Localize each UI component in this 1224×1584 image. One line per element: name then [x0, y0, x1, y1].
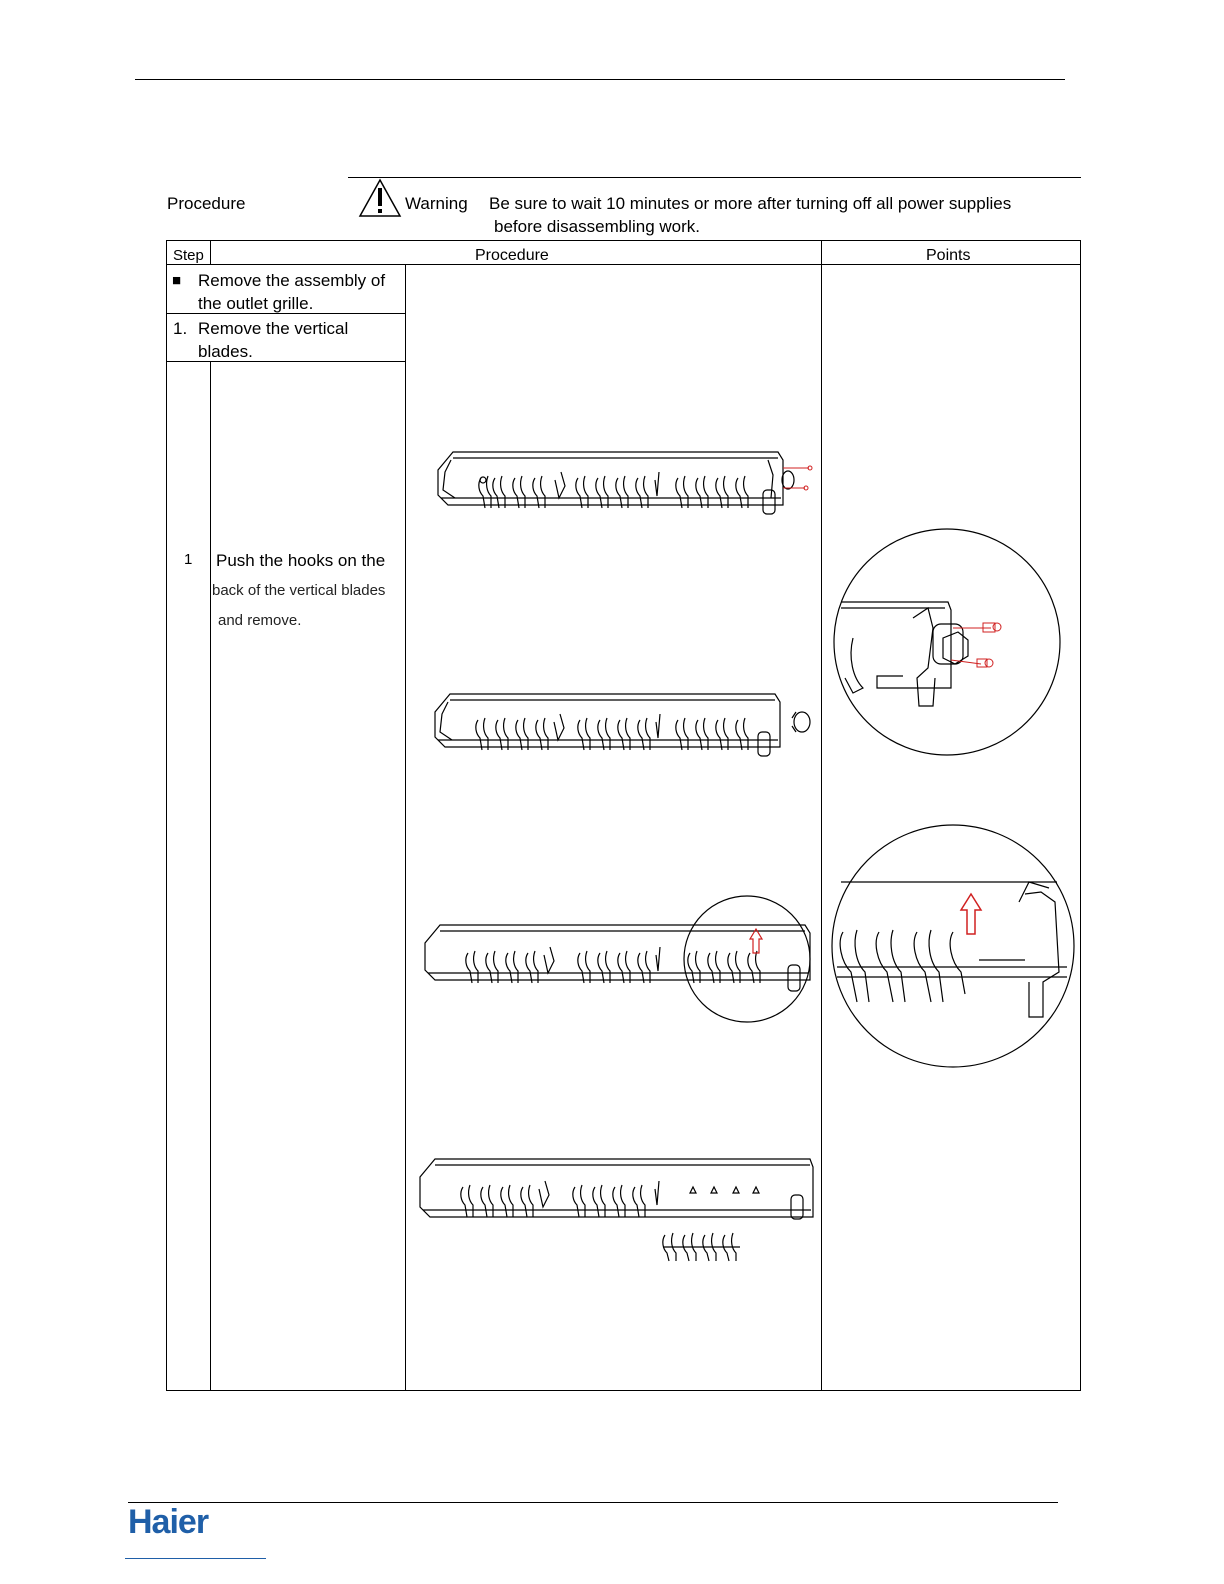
- section-title-line2: the outlet grille.: [198, 294, 314, 313]
- table-left: [166, 240, 167, 1391]
- haier-logo: Haier: [128, 1503, 209, 1541]
- footer-rule: [128, 1502, 1058, 1503]
- section-bullet-icon: ■: [172, 272, 182, 289]
- warning-label: Warning: [405, 194, 468, 213]
- col-divider-procedure: [405, 264, 406, 1391]
- col-divider-step: [210, 240, 211, 265]
- sub-title-line2: blades.: [198, 342, 253, 361]
- step-text-line2: back of the vertical blades: [212, 582, 386, 599]
- warning-triangle-icon: [358, 178, 402, 218]
- grille-diagram-3: [420, 895, 820, 1025]
- table-bottom: [166, 1390, 1081, 1391]
- sub-title-line1: Remove the vertical: [198, 319, 349, 338]
- col-divider-points: [821, 240, 822, 1391]
- top-rule: [135, 79, 1065, 80]
- step-text-line3: and remove.: [218, 612, 302, 629]
- warning-rule: [348, 177, 1081, 178]
- table-top: [166, 240, 1081, 241]
- sub-number: 1.: [173, 319, 188, 338]
- step-number: 1: [184, 551, 193, 568]
- grille-diagram-1: [433, 450, 823, 520]
- detail-circle-screws: [833, 528, 1063, 758]
- warning-text-line2: before disassembling work.: [494, 217, 700, 236]
- warning-text-line1: Be sure to wait 10 minutes or more after turning off all power supplies: [489, 194, 1012, 213]
- grille-diagram-2: [430, 692, 820, 762]
- grille-diagram-4: [415, 1155, 815, 1265]
- table-right: [1080, 240, 1081, 1391]
- col-header-points: Points: [926, 247, 971, 264]
- col-divider-step-lower: [210, 362, 211, 1391]
- procedure-heading: Procedure: [167, 194, 246, 213]
- detail-circle-hooks: [829, 822, 1079, 1072]
- col-header-procedure: Procedure: [475, 247, 549, 264]
- step-text-line1: Push the hooks on the: [216, 551, 386, 570]
- logo-underline: [125, 1558, 266, 1559]
- section-title-line1: Remove the assembly of: [198, 271, 386, 290]
- col-header-step: Step: [173, 247, 204, 264]
